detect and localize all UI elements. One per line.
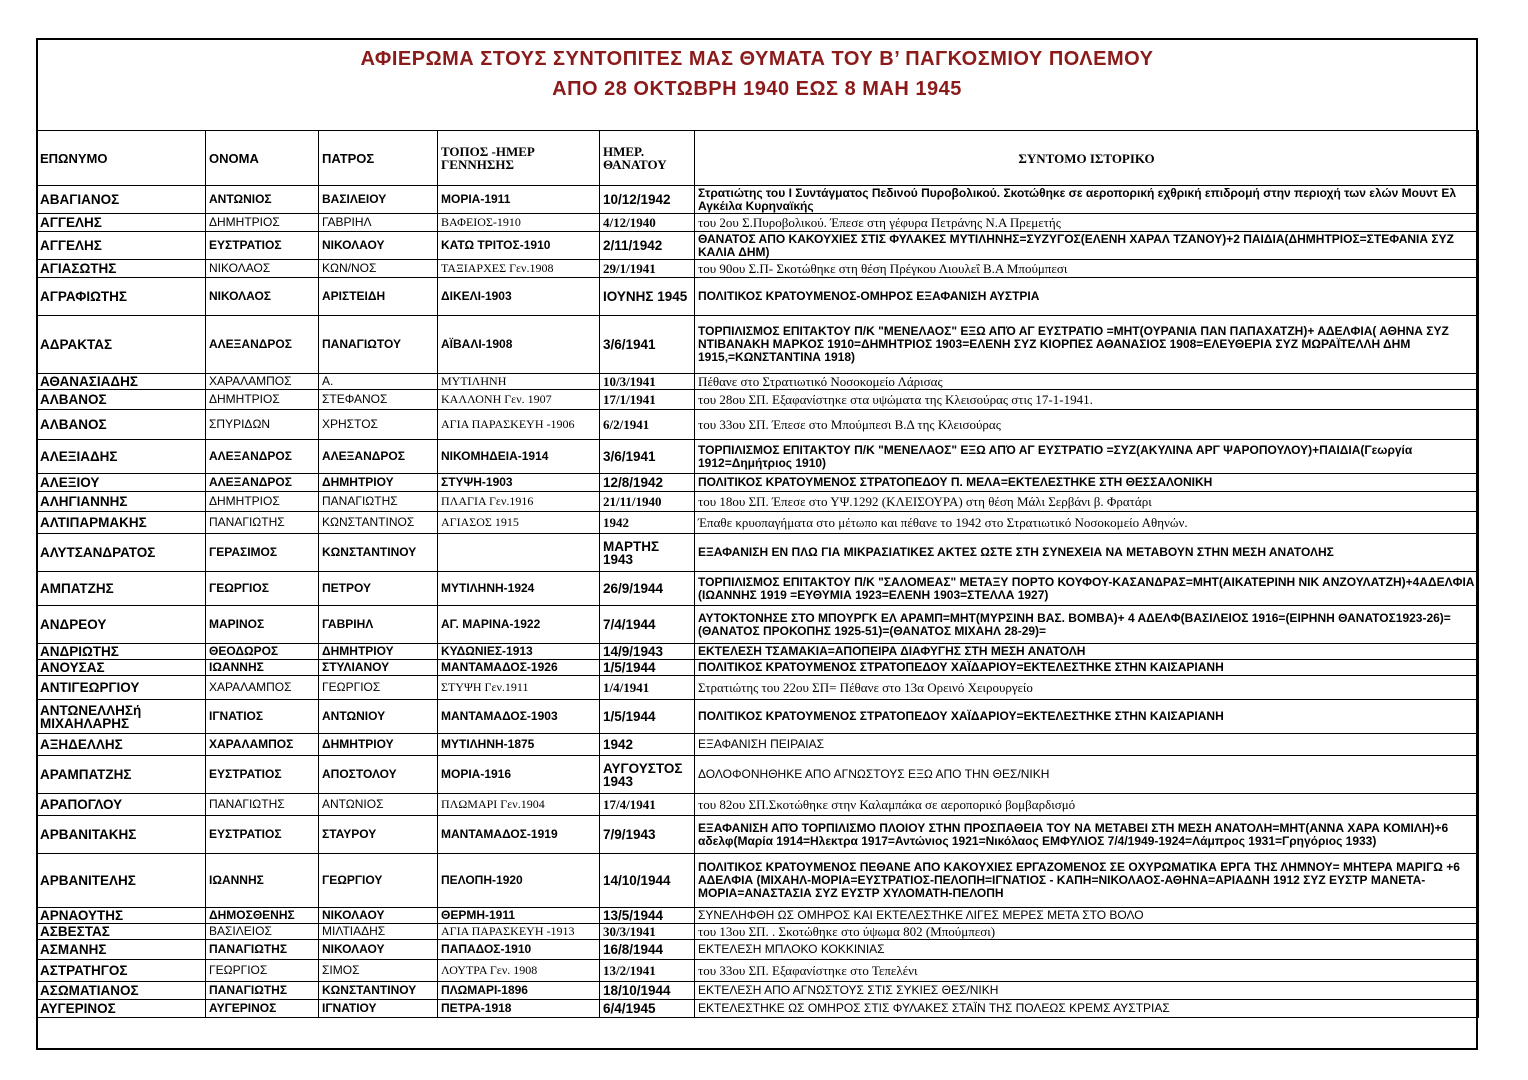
cell-name: ΠΑΝΑΓΙΩΤΗΣ — [206, 982, 319, 1000]
cell-name: ΑΝΤΩΝΙΟΣ — [206, 186, 319, 214]
table-row — [37, 908, 1479, 924]
cell-birth: ΜΑΝΤΑΜΑΔΟΣ-1903 — [438, 700, 600, 734]
cell-death: ΜΑΡΤΗΣ 1943 — [600, 534, 695, 572]
cell-history: ΠΟΛΙΤΙΚΟΣ ΚΡΑΤΟΥΜΕΝΟΣ ΣΤΡΑΤΟΠΕΔΟΥ ΧΑΪΔΑΡΙΟΥ=ΕΚΤΕΛΕΣΤΗΚΕ ΣΤΗΝ ΚΑΙΣΑΡΙΑΝΗ — [695, 700, 1479, 734]
cell-birth: ΚΑΛΛΟΝΗ Γεν. 1907 — [438, 390, 600, 410]
cell-birth: ΠΑΠΑΔΟΣ-1910 — [438, 940, 600, 960]
table-row — [37, 1000, 1479, 1018]
cell-name: ΔΗΜΗΤΡΙΟΣ — [206, 214, 319, 232]
cell-name: ΑΛΕΞΑΝΔΡΟΣ — [206, 440, 319, 474]
table-row — [37, 700, 1479, 734]
cell-history: του 82ου ΣΠ.Σκοτώθηκε στην Καλαμπάκα σε αεροπορικό βομβαρδισμό — [695, 794, 1479, 816]
table-row — [37, 390, 1479, 410]
cell-death: 1942 — [600, 512, 695, 534]
cell-history: ΕΞΑΦΑΝΙΣΗ ΠΕΙΡΑΙΑΣ — [695, 734, 1479, 756]
cell-death: 13/5/1944 — [600, 908, 695, 924]
table-row — [37, 512, 1479, 534]
cell-name: ΑΛΕΞΑΝΔΡΟΣ — [206, 474, 319, 492]
table-row — [37, 816, 1479, 854]
cell-death: 1/4/1941 — [600, 676, 695, 700]
cell-birth: ΤΑΞΙΑΡΧΕΣ Γεν.1908 — [438, 260, 600, 278]
cell-surname: ΑΓΙΑΣΩΤΗΣ — [37, 260, 206, 278]
cell-father: ΝΙΚΟΛΑΟΥ — [319, 940, 438, 960]
cell-death: 6/4/1945 — [600, 1000, 695, 1018]
cell-surname: ΑΓΓΕΛΗΣ — [37, 232, 206, 260]
cell-surname: ΑΜΠΑΤΖΗΣ — [37, 572, 206, 606]
table-row — [37, 676, 1479, 700]
cell-birth: ΣΤΥΨΗ Γεν.1911 — [438, 676, 600, 700]
cell-name: ΝΙΚΟΛΑΟΣ — [206, 278, 319, 316]
cell-birth: ΚΥΔΩΝΙΕΣ-1913 — [438, 644, 600, 660]
cell-death: 3/6/1941 — [600, 440, 695, 474]
cell-birth: ΜΑΝΤΑΜΑΔΟΣ-1926 — [438, 660, 600, 676]
cell-name: ΠΑΝΑΓΙΩΤΗΣ — [206, 794, 319, 816]
cell-father: ΠΑΝΑΓΙΩΤΗΣ — [319, 492, 438, 512]
table-row — [37, 734, 1479, 756]
cell-death: 13/2/1941 — [600, 960, 695, 982]
cell-birth: ΠΛΑΓΙΑ Γεν.1916 — [438, 492, 600, 512]
cell-father: ΜΙΛΤΙΑΔΗΣ — [319, 924, 438, 940]
cell-surname: ΑΛΕΞΙΟΥ — [37, 474, 206, 492]
cell-history: ΕΚΤΕΛΕΣΤΗΚΕ ΩΣ ΟΜΗΡΟΣ ΣΤΙΣ ΦΥΛΑΚΕΣ ΣΤΑΪΝ ΤΗΣ ΠΟΛΕΩΣ ΚΡΕΜΣ ΑΥΣΤΡΙΑΣ — [695, 1000, 1479, 1018]
table-row — [37, 660, 1479, 676]
cell-name: ΕΥΣΤΡΑΤΙΟΣ — [206, 756, 319, 794]
header-surname: ΕΠΩΝΥΜΟ — [37, 131, 206, 186]
cell-surname: ΑΡΒΑΝΙΤΑΚΗΣ — [37, 816, 206, 854]
cell-death: 1942 — [600, 734, 695, 756]
cell-death: 4/12/1940 — [600, 214, 695, 232]
cell-name: ΘΕΟΔΩΡΟΣ — [206, 644, 319, 660]
cell-birth: ΜΥΤΙΛΗΝΗ — [438, 374, 600, 390]
cell-father: ΣΤΕΦΑΝΟΣ — [319, 390, 438, 410]
cell-history: ΠΟΛΙΤΙΚΟΣ ΚΡΑΤΟΥΜΕΝΟΣ ΣΤΡΑΤΟΠΕΔΟΥ ΧΑΪΔΑΡΙΟΥ=ΕΚΤΕΛΕΣΤΗΚΕ ΣΤΗΝ ΚΑΙΣΑΡΙΑΝΗ — [695, 660, 1479, 676]
cell-surname: ΑΞΗΔΕΛΛΗΣ — [37, 734, 206, 756]
cell-birth: ΜΟΡΙΑ-1916 — [438, 756, 600, 794]
victims-table — [36, 130, 1479, 1018]
cell-surname: ΑΛΗΓΙΑΝΝΗΣ — [37, 492, 206, 512]
cell-surname: ΑΛΥΤΣΑΝΔΡΑΤΟΣ — [37, 534, 206, 572]
cell-birth: ΠΕΛΟΠΗ-1920 — [438, 854, 600, 908]
cell-surname: ΑΘΑΝΑΣΙΑΔΗΣ — [37, 374, 206, 390]
cell-name: ΒΑΣΙΛΕΙΟΣ — [206, 924, 319, 940]
cell-name: ΙΩΑΝΝΗΣ — [206, 660, 319, 676]
cell-father: ΙΓΝΑΤΙΟΥ — [319, 1000, 438, 1018]
table-row — [37, 492, 1479, 512]
cell-father: ΓΑΒΡΙΗΛ — [319, 606, 438, 644]
cell-name: ΑΛΕΞΑΝΔΡΟΣ — [206, 316, 319, 374]
cell-history: του 13ου ΣΠ. . Σκοτώθηκε στο ύψωμα 802 (Μπούμπεσι) — [695, 924, 1479, 940]
cell-birth: ΜΥΤΙΛΗΝΗ-1875 — [438, 734, 600, 756]
cell-history: ΕΚΤΕΛΕΣΗ ΤΣΑΜΑΚΙΑ=ΑΠΟΠΕΙΡΑ ΔΙΑΦΥΓΗΣ ΣΤΗ ΜΕΣΗ ΑΝΑΤΟΛΗ — [695, 644, 1479, 660]
cell-surname: ΑΣΤΡΑΤΗΓΟΣ — [37, 960, 206, 982]
cell-history: ΠΟΛΙΤΙΚΟΣ ΚΡΑΤΟΥΜΕΝΟΣ-ΟΜΗΡΟΣ ΕΞΑΦΑΝΙΣΗ ΑΥΣΤΡΙΑ — [695, 278, 1479, 316]
cell-surname: ΑΡΑΠΟΓΛΟΥ — [37, 794, 206, 816]
cell-death: 18/10/1944 — [600, 982, 695, 1000]
cell-birth: ΑΓ. ΜΑΡΙΝΑ-1922 — [438, 606, 600, 644]
cell-birth: ΜΑΝΤΑΜΑΔΟΣ-1919 — [438, 816, 600, 854]
cell-death: 2/11/1942 — [600, 232, 695, 260]
table-row — [37, 644, 1479, 660]
cell-name: ΕΥΣΤΡΑΤΙΟΣ — [206, 232, 319, 260]
table-row — [37, 278, 1479, 316]
cell-death: 7/4/1944 — [600, 606, 695, 644]
cell-birth — [438, 534, 600, 572]
cell-name: ΕΥΣΤΡΑΤΙΟΣ — [206, 816, 319, 854]
cell-name: ΠΑΝΑΓΙΩΤΗΣ — [206, 512, 319, 534]
header-name: ΟΝΟΜΑ — [206, 131, 319, 186]
cell-history: του 28ου ΣΠ. Εξαφανίστηκε στα υψώματα της Κλεισούρας στις 17-1-1941. — [695, 390, 1479, 410]
cell-father: ΑΡΙΣΤΕΙΔΗ — [319, 278, 438, 316]
table-header-row — [37, 131, 1479, 186]
cell-death: 6/2/1941 — [600, 410, 695, 440]
cell-father: ΝΙΚΟΛΑΟΥ — [319, 232, 438, 260]
cell-father: ΓΑΒΡΙΗΛ — [319, 214, 438, 232]
cell-surname: ΑΣΒΕΣΤΑΣ — [37, 924, 206, 940]
table-row — [37, 214, 1479, 232]
title-line-1: ΑΦΙΕΡΩΜΑ ΣΤΟΥΣ ΣΥΝΤΟΠΙΤΕΣ ΜΑΣ ΘΥΜΑΤΑ ΤΟΥ Β’ ΠΑΓΚΟΣΜΙΟΥ ΠΟΛΕΜΟΥ — [360, 48, 1154, 70]
cell-name: ΜΑΡΙΝΟΣ — [206, 606, 319, 644]
table-row — [37, 606, 1479, 644]
cell-birth: ΚΑΤΩ ΤΡΙΤΟΣ-1910 — [438, 232, 600, 260]
cell-death: ΑΥΓΟΥΣΤΟΣ 1943 — [600, 756, 695, 794]
cell-history: Έπαθε κρυοπαγήματα στο μέτωπο και πέθανε το 1942 στο Στρατιωτικό Νοσοκομείο Αθηνών. — [695, 512, 1479, 534]
table-row — [37, 982, 1479, 1000]
header-history: ΣΥΝΤΟΜΟ ΙΣΤΟΡΙΚΟ — [695, 131, 1479, 186]
header-birth: ΤΟΠΟΣ -ΗΜΕΡ ΓΕΝΝΗΣΗΣ — [438, 131, 600, 186]
cell-name: ΠΑΝΑΓΙΩΤΗΣ — [206, 940, 319, 960]
cell-father: ΣΤΥΛΙΑΝΟΥ — [319, 660, 438, 676]
cell-birth: ΑΓΙΑΣΟΣ 1915 — [438, 512, 600, 534]
cell-father: ΣΙΜΟΣ — [319, 960, 438, 982]
table-row — [37, 794, 1479, 816]
cell-surname: ΑΛΒΑΝΟΣ — [37, 410, 206, 440]
cell-history: του 90ου Σ.Π- Σκοτώθηκε στη θέση Πρέγκου Λιουλεΐ Β.Α Μπούμπεσι — [695, 260, 1479, 278]
cell-birth: ΠΛΩΜΑΡΙ-1896 — [438, 982, 600, 1000]
cell-father: ΒΑΣΙΛΕΙΟΥ — [319, 186, 438, 214]
table-row — [37, 232, 1479, 260]
cell-name: ΔΗΜΟΣΘΕΝΗΣ — [206, 908, 319, 924]
cell-birth: ΠΛΩΜΑΡΙ Γεν.1904 — [438, 794, 600, 816]
table-row — [37, 186, 1479, 214]
table-row — [37, 924, 1479, 940]
cell-surname: ΑΡΝΑΟΥΤΗΣ — [37, 908, 206, 924]
title-line-2: ΑΠΟ 28 ΟΚΤΩΒΡΗ 1940 ΕΩΣ 8 ΜΑΗ 1945 — [552, 78, 962, 100]
cell-birth: ΑΪΒΑΛΙ-1908 — [438, 316, 600, 374]
table-row — [37, 374, 1479, 390]
cell-death: 29/1/1941 — [600, 260, 695, 278]
cell-birth: ΣΤΥΨΗ-1903 — [438, 474, 600, 492]
table-row — [37, 756, 1479, 794]
cell-surname: ΑΛΒΑΝΟΣ — [37, 390, 206, 410]
cell-father: ΝΙΚΟΛΑΟΥ — [319, 908, 438, 924]
cell-history: του 33ου ΣΠ. Εξαφανίστηκε στο Τεπελένι — [695, 960, 1479, 982]
cell-father: ΠΕΤΡΟΥ — [319, 572, 438, 606]
table-row — [37, 854, 1479, 908]
cell-father: Α. — [319, 374, 438, 390]
cell-death: 17/4/1941 — [600, 794, 695, 816]
cell-history: ΠΟΛΙΤΙΚΟΣ ΚΡΑΤΟΥΜΕΝΟΣ ΠΕΘΑΝΕ ΑΠΟ ΚΑΚΟΥΧΙΕΣ ΕΡΓΑΖΟΜΕΝΟΣ ΣΕ ΟΧΥΡΩΜΑΤΙΚΑ ΕΡΓΑ ΤΗΣ ΛΗΜΝΟΥ= ΜΗΤΕΡΑ ΜΑΡΙΓΩ +6 ΑΔΕΛΦΙΑ (ΜΙΧΑΗΛ-ΜΟΡΙΑ=ΕΥΣΤΡΑΤΙΟΣ-ΠΕΛΟΠΗ=ΙΓΝΑΤΙΟΣ - ΚΑΠΗ=ΝΙΚΟΛΑΟΣ-ΑΘΗΝΑ=ΑΡΙΑΔΝΗ 1912 ΣΥΖ ΕΥΣΤΡ ΜΑΝΕΤΑ-ΜΟΡΙΑ=ΑΝΑΣΤΑΣΙΑ ΣΥΖ ΕΥΣΤΡ ΧΥΛΟΜΑΤΗ-ΠΕΛΟΠΗ — [695, 854, 1479, 908]
cell-name: ΣΠΥΡΙΔΩΝ — [206, 410, 319, 440]
cell-name: ΧΑΡΑΛΑΜΠΟΣ — [206, 676, 319, 700]
cell-birth: ΜΟΡΙΑ-1911 — [438, 186, 600, 214]
cell-birth: ΛΟΥΤΡΑ Γεν. 1908 — [438, 960, 600, 982]
cell-history: του 18ου ΣΠ. Έπεσε στο ΥΨ.1292 (ΚΛΕΙΣΟΥΡΑ) στη θέση Μάλι Σερβάνι β. Φρατάρι — [695, 492, 1479, 512]
cell-father: ΣΤΑΥΡΟΥ — [319, 816, 438, 854]
cell-history: Στρατιώτης του Ι Συντάγματος Πεδινού Πυροβολικού. Σκοτώθηκε σε αεροπορική εχθρική επιδρομή στην περιοχή των ελών Μουντ Ελ Αγκέιλα Κυρηναϊκής — [695, 186, 1479, 214]
cell-surname: ΑΝΤΙΓΕΩΡΓΙΟΥ — [37, 676, 206, 700]
cell-death: 30/3/1941 — [600, 924, 695, 940]
cell-death: 21/11/1940 — [600, 492, 695, 512]
cell-surname: ΑΔΡΑΚΤΑΣ — [37, 316, 206, 374]
cell-father: ΑΠΟΣΤΟΛΟΥ — [319, 756, 438, 794]
cell-history: ΕΚΤΕΛΕΣΗ ΑΠΟ ΑΓΝΩΣΤΟΥΣ ΣΤΙΣ ΣΥΚΙΕΣ ΘΕΣ/ΝΙΚΗ — [695, 982, 1479, 1000]
cell-birth: ΑΓΙΑ ΠΑΡΑΣΚΕΥΗ -1906 — [438, 410, 600, 440]
cell-father: ΑΝΤΩΝΙΟΥ — [319, 700, 438, 734]
cell-birth: ΠΕΤΡΑ-1918 — [438, 1000, 600, 1018]
cell-surname: ΑΝΤΩΝΕΛΛΗΣή ΜΙΧΑΗΛΑΡΗΣ — [37, 700, 206, 734]
cell-history: ΤΟΡΠΙΛΙΣΜΟΣ ΕΠΙΤΑΚΤΟΥ Π/Κ "ΜΕΝΕΛΑΟΣ" ΕΞΩ ΑΠΌ ΑΓ ΕΥΣΤΡΑΤΙΟ =ΣΥΖ(ΑΚΥΛΙΝΑ ΑΡΓ ΨΑΡΟΠΟΥΛΟΥ)+ΠΑΙΔΙΑ(Γεωργία 1912=Δημήτριος 1910) — [695, 440, 1479, 474]
cell-name: ΓΕΩΡΓΙΟΣ — [206, 572, 319, 606]
cell-father: ΓΕΩΡΓΙΟΣ — [319, 676, 438, 700]
cell-father: ΔΗΜΗΤΡΙΟΥ — [319, 644, 438, 660]
header-death: ΗΜΕΡ. ΘΑΝΑΤΟΥ — [600, 131, 695, 186]
cell-death: 16/8/1944 — [600, 940, 695, 960]
cell-surname: ΑΛΕΞΙΑΔΗΣ — [37, 440, 206, 474]
cell-name: ΝΙΚΟΛΑΟΣ — [206, 260, 319, 278]
table-row — [37, 260, 1479, 278]
cell-father: ΚΩΝΣΤΑΝΤΙΝΟΥ — [319, 534, 438, 572]
cell-birth: ΒΑΦΕΙΟΣ-1910 — [438, 214, 600, 232]
cell-history: ΕΞΑΦΑΝΙΣΗ ΕΝ ΠΛΩ ΓΙΑ ΜΙΚΡΑΣΙΑΤΙΚΕΣ ΑΚΤΕΣ ΩΣΤΕ ΣΤΗ ΣΥΝΕΧΕΙΑ ΝΑ ΜΕΤΑΒΟΥΝ ΣΤΗΝ ΜΕΣΗ ΑΝΑΤΟΛΗΣ — [695, 534, 1479, 572]
cell-father: ΚΩΝ/ΝΟΣ — [319, 260, 438, 278]
cell-surname: ΑΡΒΑΝΙΤΕΛΗΣ — [37, 854, 206, 908]
cell-surname: ΑΛΤΙΠΑΡΜΑΚΗΣ — [37, 512, 206, 534]
cell-birth: ΜΥΤΙΛΗΝΗ-1924 — [438, 572, 600, 606]
table-row — [37, 572, 1479, 606]
cell-father: ΓΕΩΡΓΙΟΥ — [319, 854, 438, 908]
table-row — [37, 534, 1479, 572]
cell-father: ΔΗΜΗΤΡΙΟΥ — [319, 734, 438, 756]
cell-death: 3/6/1941 — [600, 316, 695, 374]
cell-surname: ΑΣΩΜΑΤΙΑΝΟΣ — [37, 982, 206, 1000]
cell-surname: ΑΓΡΑΦΙΩΤΗΣ — [37, 278, 206, 316]
cell-name: ΙΓΝΑΤΙΟΣ — [206, 700, 319, 734]
cell-father: ΚΩΝΣΤΑΝΤΙΝΟΥ — [319, 982, 438, 1000]
cell-surname: ΑΣΜΑΝΗΣ — [37, 940, 206, 960]
cell-history: ΑΥΤΟΚΤΟΝΗΣΕ ΣΤΟ ΜΠΟΥΡΓΚ ΕΛ ΑΡΑΜΠ=ΜΗΤ(ΜΥΡΣΙΝΗ ΒΑΣ. ΒΟΜΒΑ)+ 4 ΑΔΕΛΦ(ΒΑΣΙΛΕΙΟΣ 1916=(ΕΙΡΗΝΗ ΘΑΝΑΤΟΣ1923-26)=(ΘΑΝΑΤΟΣ ΠΡΟΚΟΠΗΣ 1925-51)=(ΘΑΝΑΤΟΣ ΜΙΧΑΗΛ 28-29)= — [695, 606, 1479, 644]
cell-death: 1/5/1944 — [600, 660, 695, 676]
cell-history: Στρατιώτης του 22ου ΣΠ= Πέθανε στο 13α Ορεινό Χειρουργείο — [695, 676, 1479, 700]
document-title — [38, 40, 1476, 130]
cell-surname: ΑΝΟΥΣΑΣ — [37, 660, 206, 676]
cell-name: ΓΕΩΡΓΙΟΣ — [206, 960, 319, 982]
table-row — [37, 316, 1479, 374]
cell-father: ΑΝΤΩΝΙΟΣ — [319, 794, 438, 816]
cell-name: ΧΑΡΑΛΑΜΠΟΣ — [206, 734, 319, 756]
table-row — [37, 474, 1479, 492]
cell-father: ΧΡΗΣΤΟΣ — [319, 410, 438, 440]
cell-birth: ΔΙΚΕΛΙ-1903 — [438, 278, 600, 316]
cell-history: ΤΟΡΠΙΛΙΣΜΟΣ ΕΠΙΤΑΚΤΟΥ Π/Κ "ΜΕΝΕΛΑΟΣ" ΕΞΩ ΑΠΌ ΑΓ ΕΥΣΤΡΑΤΙΟ =ΜΗΤ(ΟΥΡΑΝΙΑ ΠΑΝ ΠΑΠΑΧΑΤΖΗ)+ ΑΔΕΛΦΙΑ( ΑΘΗΝΑ ΣΥΖ ΝΤΙΒΑΝΑΚΗ ΜΑΡΚΟΣ 1910=ΔΗΜΗΤΡΙΟΣ 1903=ΕΛΕΝΗ ΣΥΖ ΚΙΟΡΠΕΣ ΑΘΑΝΑΣΙΟΣ 1908=ΕΛΕΥΘΕΡΙΑ ΣΥΖ ΜΩΡΑΪΤΕΛΛΗ ΔΗΜ 1915,=ΚΩΝΣΤΑΝΤΙΝΑ 1918) — [695, 316, 1479, 374]
cell-surname: ΑΥΓΕΡΙΝΟΣ — [37, 1000, 206, 1018]
cell-surname: ΑΡΑΜΠΑΤΖΗΣ — [37, 756, 206, 794]
cell-history: Πέθανε στο Στρατιωτικό Νοσοκομείο Λάρισας — [695, 374, 1479, 390]
cell-death: 14/10/1944 — [600, 854, 695, 908]
table-row — [37, 440, 1479, 474]
cell-father: ΚΩΝΣΤΑΝΤΙΝΟΣ — [319, 512, 438, 534]
cell-death: 1/5/1944 — [600, 700, 695, 734]
cell-father: ΑΛΕΞΑΝΔΡΟΣ — [319, 440, 438, 474]
cell-death: ΙΟΥΝΗΣ 1945 — [600, 278, 695, 316]
cell-name: ΑΥΓΕΡΙΝΟΣ — [206, 1000, 319, 1018]
cell-death: 14/9/1943 — [600, 644, 695, 660]
cell-name: ΧΑΡΑΛΑΜΠΟΣ — [206, 374, 319, 390]
cell-name: ΙΩΑΝΝΗΣ — [206, 854, 319, 908]
cell-history: ΘΑΝΑΤΟΣ ΑΠΟ ΚΑΚΟΥΧΙΕΣ ΣΤΙΣ ΦΥΛΑΚΕΣ ΜΥΤΙΛΗΝΗΣ=ΣΥΖΥΓΟΣ(ΕΛΕΝΗ ΧΑΡΑΛ ΤΖΑΝΟΥ)+2 ΠΑΙΔΙΑ(ΔΗΜΗΤΡΙΟΣ=ΣΤΕΦΑΝΙΑ ΣΥΖ ΚΑΛΙΑ ΔΗΜ) — [695, 232, 1479, 260]
table-row — [37, 410, 1479, 440]
cell-father: ΠΑΝΑΓΙΩΤΟΥ — [319, 316, 438, 374]
cell-history: ΠΟΛΙΤΙΚΟΣ ΚΡΑΤΟΥΜΕΝΟΣ ΣΤΡΑΤΟΠΕΔΟΥ Π. ΜΕΛΑ=ΕΚΤΕΛΕΣΤΗΚΕ ΣΤΗ ΘΕΣΣΑΛΟΝΙΚΗ — [695, 474, 1479, 492]
cell-death: 10/12/1942 — [600, 186, 695, 214]
cell-history: ΔΟΛΟΦΟΝΗΘΗΚΕ ΑΠΟ ΑΓΝΩΣΤΟΥΣ ΕΞΩ ΑΠΟ ΤΗΝ ΘΕΣ/ΝΙΚΗ — [695, 756, 1479, 794]
cell-history: ΕΞΑΦΑΝΙΣΗ ΑΠΌ ΤΟΡΠΙΛΙΣΜΟ ΠΛΟΙΟΥ ΣΤΗΝ ΠΡΟΣΠΑΘΕΙΑ ΤΟΥ ΝΑ ΜΕΤΑΒΕΙ ΣΤΗ ΜΕΣΗ ΑΝΑΤΟΛΗ=ΜΗΤ(ΑΝΝΑ ΧΑΡΑ ΚΟΜΙΛΗ)+6 αδελφ(Μαρία 1914=Ηλεκτρα 1917=Αντώνιος 1921=Νικόλαος ΕΜΦΥΛΙΟΣ 7/4/1949-1924=Λάμπρος 1931=Γρηγόριος 1933) — [695, 816, 1479, 854]
table-row — [37, 940, 1479, 960]
cell-birth: ΑΓΙΑ ΠΑΡΑΣΚΕΥΗ -1913 — [438, 924, 600, 940]
cell-surname: ΑΓΓΕΛΗΣ — [37, 214, 206, 232]
cell-history: ΤΟΡΠΙΛΙΣΜΟΣ ΕΠΙΤΑΚΤΟΥ Π/Κ "ΣΑΛΟΜΕΑΣ" ΜΕΤΑΞΥ ΠΟΡΤΟ ΚΟΥΦΟΥ-ΚΑΣΑΝΔΡΑΣ=ΜΗΤ(ΑΙΚΑΤΕΡΙΝΗ ΝΙΚ ΑΝΖΟΥΛΑΤΖΗ)+4ΑΔΕΛΦΙΑ (ΙΩΑΝΝΗΣ 1919 =ΕΥΘΥΜΙΑ 1923=ΕΛΕΝΗ 1903=ΣΤΕΛΛΑ 1927) — [695, 572, 1479, 606]
cell-death: 7/9/1943 — [600, 816, 695, 854]
cell-history: του 33ου ΣΠ. Έπεσε στο Μπούμπεσι Β.Δ της Κλεισούρας — [695, 410, 1479, 440]
cell-name: ΔΗΜΗΤΡΙΟΣ — [206, 492, 319, 512]
cell-birth: ΘΕΡΜΗ-1911 — [438, 908, 600, 924]
cell-name: ΔΗΜΗΤΡΙΟΣ — [206, 390, 319, 410]
cell-surname: ΑΝΔΡΕΟΥ — [37, 606, 206, 644]
cell-death: 10/3/1941 — [600, 374, 695, 390]
cell-surname: ΑΝΔΡΙΩΤΗΣ — [37, 644, 206, 660]
cell-death: 12/8/1942 — [600, 474, 695, 492]
cell-history: ΣΥΝΕΛΗΦΘΗ ΩΣ ΟΜΗΡΟΣ ΚΑΙ ΕΚΤΕΛΕΣΤΗΚΕ ΛΙΓΕΣ ΜΕΡΕΣ ΜΕΤΑ ΣΤΟ ΒΟΛΟ — [695, 908, 1479, 924]
header-father: ΠΑΤΡΟΣ — [319, 131, 438, 186]
cell-history: του 2ου Σ.Πυροβολικού. Έπεσε στη γέφυρα Πετράνης Ν.Α Πρεμετής — [695, 214, 1479, 232]
cell-death: 17/1/1941 — [600, 390, 695, 410]
table-row — [37, 960, 1479, 982]
cell-name: ΓΕΡΑΣΙΜΟΣ — [206, 534, 319, 572]
cell-birth: ΝΙΚΟΜΗΔΕΙΑ-1914 — [438, 440, 600, 474]
cell-history: ΕΚΤΕΛΕΣΗ ΜΠΛΟΚΟ ΚΟΚΚΙΝΙΑΣ — [695, 940, 1479, 960]
cell-father: ΔΗΜΗΤΡΙΟΥ — [319, 474, 438, 492]
cell-surname: ΑΒΑΓΙΑΝΟΣ — [37, 186, 206, 214]
cell-death: 26/9/1944 — [600, 572, 695, 606]
